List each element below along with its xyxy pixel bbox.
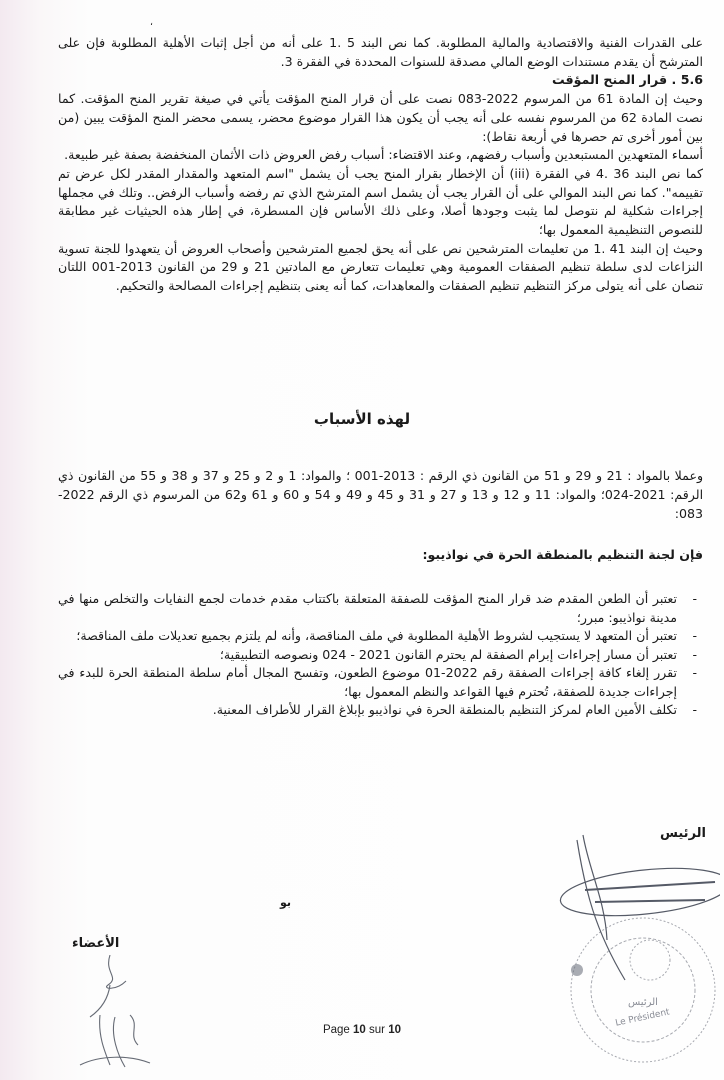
page-label: Page xyxy=(322,1024,350,1036)
body-text xyxy=(58,34,703,296)
president-signature xyxy=(558,835,720,980)
member-signature-1 xyxy=(107,955,126,988)
stamp-arabic-text: الرئيس xyxy=(628,997,658,1008)
bullet-dash: - xyxy=(692,628,697,643)
page-footer xyxy=(0,1024,724,1036)
paragraph-clause-41: وحيث إن البند 41 .1 من تعليمات المترشحين نص على أنه يحق لجميع المترشحين وأصحاب العروض أن يتعهدوا للجنة تسوية النزاعات لدى سلطة تنظيم الصفقات العمومية وهي تعليمات تتعارض مع المادتين 21 و 29 من القانون 2013-001 اللتان تنصان على أنه يتولى مركز التنظيم تنظيم الصفقات والمعاهدات، كما أنه يعنى بتنظيم إجراءات المصالحة والتحكيم. xyxy=(58,240,703,294)
bullet-dash: - xyxy=(692,665,697,680)
legal-basis-paragraph: وعملا بالمواد : 21 و 29 و 51 من القانون ذي الرقم : 2013-001 ؛ والمواد: 1 و 2 و 25 و 37 و 38 و 55 من القانون ذي الرقم: 2021-024؛ والمواد: 11 و 12 و 13 و 27 و 31 و 45 و 49 و 54 و 60 و 61 و62 من المرسوم ذي الرقم 2022-083: xyxy=(58,468,704,521)
decision-item xyxy=(58,701,703,720)
bullet-dash: - xyxy=(692,646,697,662)
decision-text: تعتبر أن المتعهد لا يستجيب لشروط الأهلية المطلوبة في ملف المناقصة، وأنه لم يلتزم بجميع تعديلات ملف المناقصة؛ xyxy=(76,628,677,643)
decision-item xyxy=(58,627,703,646)
decision-item xyxy=(58,590,703,627)
paragraph-excluded-bidders: أسماء المتعهدين المستبعدين وأسباب رفضهم، وعند الاقتضاء: أسباب رفض العروض ذات الأثمان المنخفضة بصفة غير طبيعة. xyxy=(64,147,703,163)
stamp-outer-ring xyxy=(571,918,715,1062)
members-signatures xyxy=(70,955,170,1075)
decision-heading: فإن لجنة التنظيم بالمنطقة الحرة في نواذيبو: xyxy=(422,547,703,562)
bullet-dash: - xyxy=(692,591,697,606)
decision-list xyxy=(58,590,703,720)
decision-text: تقرر إلغاء كافة إجراءات الصفقة رقم 2022-01 موضوع الطعون، وتفسح المجال أمام سلطة المنطقة الحرة للبدء في إجراءات جديدة للصفقة، تُحترم فيها القواعد والنظم المعمول بها؛ xyxy=(58,665,677,699)
decision-text: تكلف الأمين العام لمركز التنظيم بالمنطقة الحرة في نواذيبو بإبلاغ القرار للأطراف المعنية. xyxy=(212,702,677,717)
president-label: الرئيس xyxy=(660,826,706,841)
section-heading-provisional-award: 5.6 . قرار المنح المؤقت xyxy=(552,72,703,88)
members-label: الأعضاء xyxy=(72,936,120,951)
decision-text: تعتبر أن الطعن المقدم ضد قرار المنح المؤقت للصفقة المتعلقة باكتتاب مقدم خدمات لجمع النفايات والتخلص منها في مدينة نواذيبو: مبرر؛ xyxy=(58,591,677,625)
page-separator: sur xyxy=(369,1024,386,1036)
decision-text: تعتبر أن مسار إجراءات إبرام الصفقة لم يحترم القانون 2021 - 024 ونصوصه التطبيقية؛ xyxy=(219,646,677,662)
decision-item xyxy=(58,664,703,701)
reasons-title: لهذه الأسباب xyxy=(313,410,411,428)
paragraph-clause-36: كما نص البند 36 .4 في الفقرة (iii) أن الإخطار بقرار المنح يجب أن يشمل "اسم المتعهد والمقدار المقدر لكل عرض تم تقييمه". كما نص البند الموالي على أن القرار يجب أن يشمل اسم المترشح الذي تم رفضه وأسباب الرفض.. وتلك في مجملها إجراءات شكلية لم نتوصل لما يثبت وجودها أصلا، وعلى ذلك الأساس فإن المسطرة، في إطار هذه الحيثيات غير مطابقة للنصوص التنظيمية المعمول بها؛ xyxy=(58,165,703,238)
stamp-french-text: Le Président xyxy=(614,1007,671,1029)
page-current: 10 xyxy=(353,1024,366,1036)
decision-item xyxy=(58,646,703,665)
page-total: 10 xyxy=(388,1024,402,1036)
handwritten-mark: بو xyxy=(280,896,292,909)
paragraph-capacities: على القدرات الفنية والاقتصادية والمالية المطلوبة. كما نص البند 5 .1 على أنه من أجل إثبات الأهلية المطلوبة فإن على المترشح أن يقدم مستندات الوضع المالي مصدقة للسنوات المحددة في الفقرة 3. xyxy=(58,35,703,69)
paragraph-article-61: وحيث إن المادة 61 من المرسوم 2022-083 نصت على أن قرار المنح المؤقت يأتي في صيغة تقرير المنح المؤقت. كما نصت المادة 62 من المرسوم نفسه على أنه يجب أن يكون هذا القرار موضوع محضر، يسمى محضر المنح المؤقت يبين (من بين أمور أخرى تم حصرها في أربعة نقاط): xyxy=(58,91,703,144)
stray-mark: ، xyxy=(150,18,153,28)
stamp-emblem xyxy=(630,940,670,980)
bullet-dash: - xyxy=(692,702,697,717)
